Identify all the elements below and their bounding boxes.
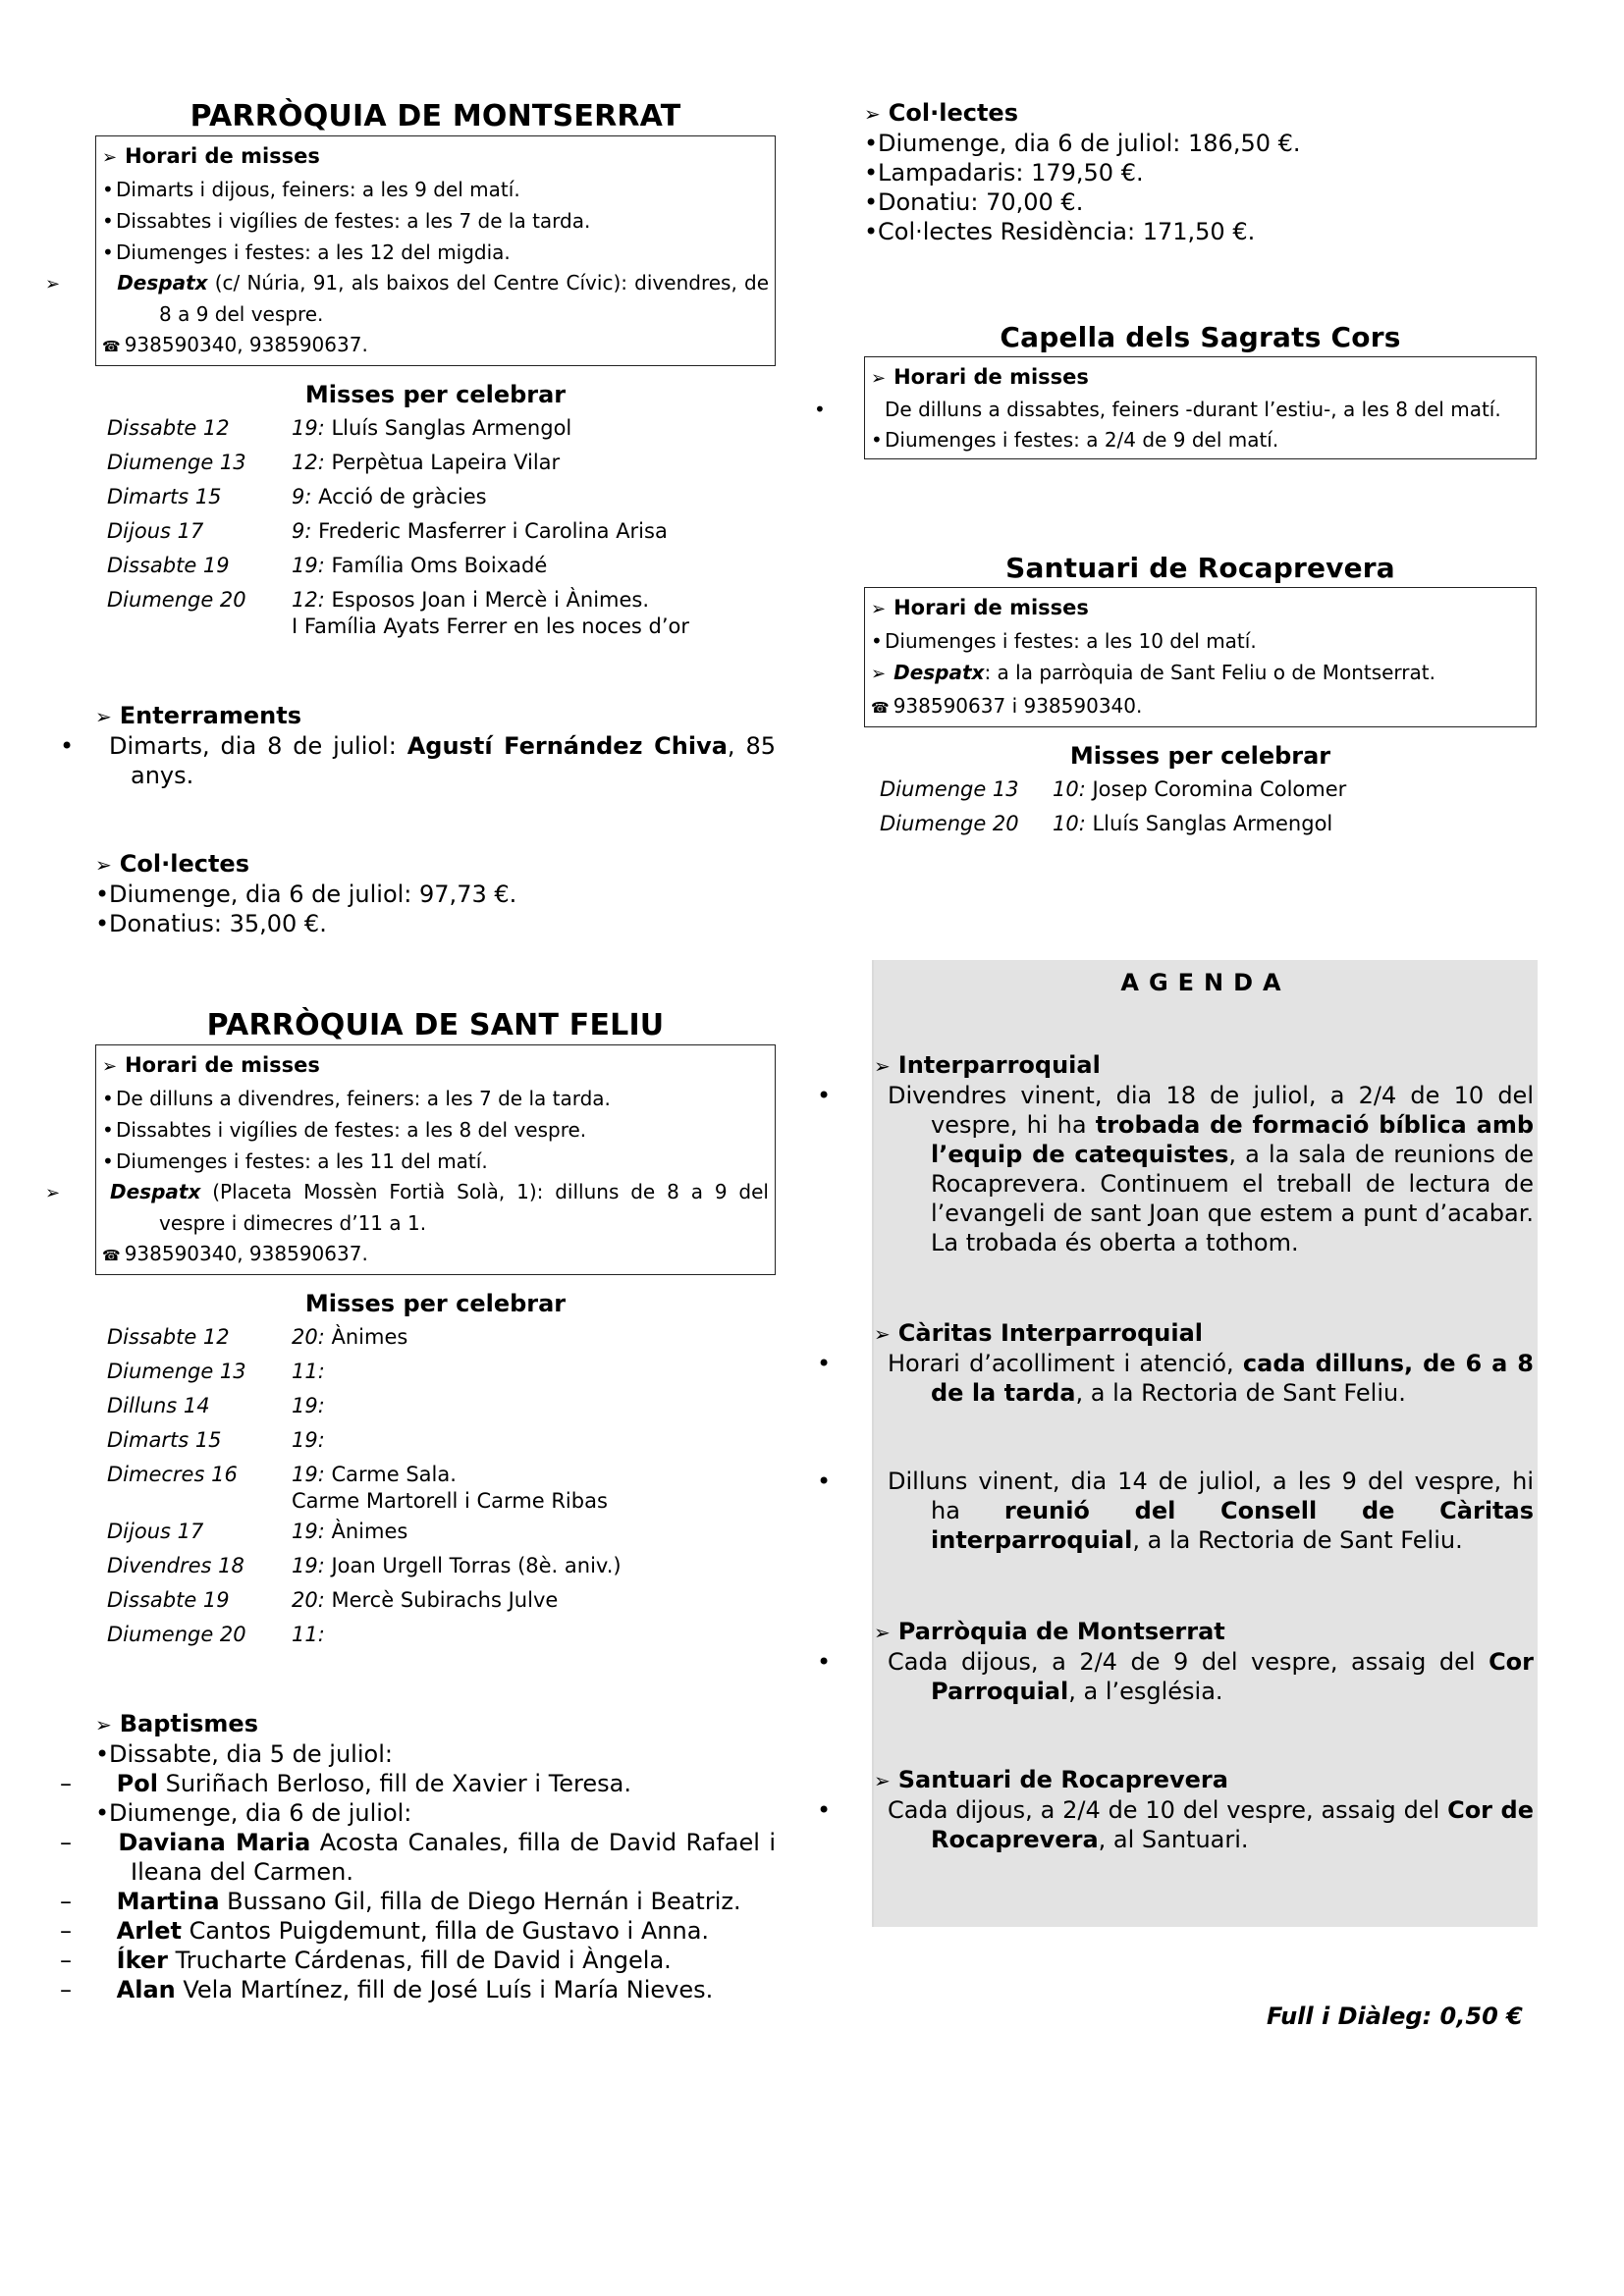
- missa-text: Lluís Sanglas Armengol: [324, 416, 572, 440]
- baptisme-item: [60, 1916, 776, 1946]
- missa-intention: [292, 1618, 776, 1652]
- collectes-heading: ➢ Col·lectes: [95, 850, 249, 878]
- missa-text: Acció de gràcies: [311, 485, 487, 508]
- missa-row: [95, 1355, 776, 1389]
- baptisme-details: Vela Martínez, fill de José Luís i María Nieves.: [175, 1976, 714, 2003]
- baptisme-day: •Dissabte, dia 5 de juliol:: [95, 1740, 393, 1768]
- missa-text: Ànimes: [324, 1520, 408, 1543]
- bullet-icon: •: [95, 1740, 110, 1768]
- missa-hour: 19:: [292, 1428, 325, 1452]
- collecta-item: •Diumenge, dia 6 de juliol: 186,50 €.: [864, 130, 1301, 157]
- missa-row: [95, 1618, 776, 1652]
- arrow-icon: ➢: [102, 147, 118, 168]
- missa-row: [95, 480, 776, 514]
- interparroquial-heading: ➢ Interparroquial: [874, 1051, 1101, 1079]
- missa-intention: [1053, 807, 1537, 841]
- capella-title: Capella dels Sagrats Cors: [1000, 321, 1401, 353]
- collectes-heading: ➢ Col·lectes: [864, 99, 1018, 127]
- arrow-icon: ➢: [874, 1769, 891, 1792]
- horari-item: • Dissabtes i vigílies de festes: a les 8 del vespre.: [102, 1114, 769, 1146]
- despatx-line: ➢ Despatx: a la parròquia de Sant Feliu o de Montserrat.: [871, 657, 1530, 690]
- missa-intention: [292, 1320, 776, 1355]
- right-column: [814, 98, 1537, 841]
- missa-hour: 12:: [292, 588, 325, 612]
- missa-intention: [292, 446, 776, 480]
- baptisme-name: Alan: [116, 1976, 176, 2003]
- horari-item: • Dimarts i dijous, feiners: a les 9 del matí.: [102, 174, 769, 205]
- baptisme-item: [60, 1887, 776, 1916]
- missa-row: [95, 1549, 776, 1583]
- agenda-item: • Cada dijous, a 2/4 de 10 del vespre, assaig del Cor de Rocaprevera, al Santuari.: [817, 1796, 1535, 1853]
- bullet-icon: •: [817, 1796, 832, 1824]
- missa-row: [95, 549, 776, 583]
- missa-day: Dijous 17: [107, 519, 204, 543]
- missa-intention: [292, 480, 776, 514]
- bullet-icon: •: [817, 1468, 832, 1495]
- santfeliu-title: PARRÒQUIA DE SANT FELIU: [206, 1008, 665, 1042]
- arrow-icon: ➢: [871, 599, 887, 619]
- bullet-icon: •: [864, 218, 879, 245]
- baptisme-item: [60, 1828, 777, 1887]
- bullet-icon: •: [102, 178, 114, 201]
- rocaprevera-misses-list: [864, 773, 1537, 841]
- missa-row: [95, 1458, 776, 1515]
- baptisme-name: Martina: [116, 1888, 220, 1915]
- missa-day: Divendres 18: [107, 1554, 244, 1577]
- enterraments-heading: ➢ Enterraments: [95, 702, 301, 729]
- missa-day: Dilluns 14: [107, 1394, 210, 1417]
- missa-day: Dimecres 16: [107, 1463, 238, 1486]
- missa-hour: 10:: [1053, 812, 1086, 835]
- missa-hour: 9:: [292, 519, 312, 543]
- bullet-icon: •: [102, 1149, 114, 1173]
- agenda-title: AGENDA: [1120, 969, 1291, 996]
- missa-hour: 19:: [292, 416, 325, 440]
- baptisme-details: Trucharte Cárdenas, fill de David i Àngela.: [168, 1947, 672, 1974]
- baptisme-details: Bussano Gil, filla de Diego Hernán i Beatriz.: [219, 1888, 741, 1915]
- dash-icon: –: [60, 1917, 72, 1945]
- baptisme-name: Arlet: [116, 1917, 183, 1945]
- missa-text: Família Oms Boixadé: [324, 554, 548, 577]
- missa-hour: 20:: [292, 1588, 325, 1612]
- missa-intention: [292, 1583, 776, 1618]
- despatx-line: ➢ Despatx (Placeta Mossèn Fortià Solà, 1): dilluns de 8 a 9 del vespre i dimecres d’11 a 1.: [45, 1180, 769, 1235]
- bullet-icon: •: [95, 881, 110, 908]
- baptismes-heading: ➢ Baptismes: [95, 1710, 258, 1737]
- agenda-interparroquial: [817, 1050, 1535, 1257]
- arrow-icon: ➢: [874, 1054, 891, 1078]
- bullet-icon: •: [95, 910, 110, 937]
- missa-intention: [292, 411, 776, 446]
- missa-hour: 19:: [292, 1520, 325, 1543]
- phone-icon: ☎: [871, 699, 890, 717]
- missa-text: Perpètua Lapeira Vilar: [324, 451, 561, 474]
- bullet-icon: •: [102, 1118, 114, 1142]
- missa-text-continued: Carme Martorell i Carme Ribas: [292, 1489, 608, 1513]
- missa-day: Dijous 17: [107, 1520, 204, 1543]
- baptisme-name: Íker: [116, 1947, 168, 1974]
- bullet-icon: •: [60, 732, 75, 760]
- missa-intention: [292, 583, 776, 640]
- missa-hour: 11:: [292, 1360, 325, 1383]
- santfeliu-misses-heading: Misses per celebrar: [304, 1290, 567, 1317]
- missa-hour: 9:: [292, 485, 312, 508]
- agenda-rocaprevera-heading: ➢ Santuari de Rocaprevera: [874, 1766, 1228, 1793]
- enterraments-section: [60, 701, 776, 790]
- missa-intention: [292, 1549, 776, 1583]
- price-footer: Full i Diàleg: 0,50 €: [1267, 2002, 1523, 2030]
- montserrat-misses-heading: Misses per celebrar: [304, 381, 567, 408]
- bullet-icon: •: [814, 398, 826, 421]
- missa-day: Dissabte 12: [107, 1325, 230, 1349]
- bullet-icon: •: [102, 240, 114, 264]
- missa-row: [95, 411, 776, 446]
- missa-intention: [292, 514, 776, 549]
- collecta-item: •Donatiu: 70,00 €.: [864, 188, 1084, 216]
- missa-intention: [292, 1389, 776, 1423]
- missa-row: [864, 807, 1537, 841]
- missa-intention: [292, 1515, 776, 1549]
- rocaprevera-horari-heading: ➢ Horari de misses: [871, 592, 1530, 625]
- bullet-icon: •: [864, 159, 879, 187]
- baptisme-day: •Diumenge, dia 6 de juliol:: [95, 1799, 412, 1827]
- missa-hour: 12:: [292, 451, 325, 474]
- despatx-line: ➢ Despatx (c/ Núria, 91, als baixos del Centre Cívic): divendres, de 8 a 9 del vespre.: [45, 271, 770, 326]
- caritas-heading: ➢ Càritas Interparroquial: [874, 1319, 1203, 1347]
- missa-row: [864, 773, 1537, 807]
- arrow-icon: ➢: [871, 368, 887, 389]
- santfeliu-misses-list: [95, 1320, 776, 1652]
- missa-intention: [292, 549, 776, 583]
- dash-icon: –: [60, 1888, 72, 1915]
- agenda-item: • Horari d’acolliment i atenció, cada dilluns, de 6 a 8 de la tarda, a la Rectoria de Sant Feliu.: [817, 1350, 1534, 1407]
- bullet-icon: •: [864, 130, 879, 157]
- missa-text: Mercè Subirachs Julve: [324, 1588, 559, 1612]
- bullet-icon: •: [817, 1082, 832, 1109]
- arrow-icon: ➢: [102, 1056, 118, 1077]
- collecta-item: •Col·lectes Residència: 171,50 €.: [864, 218, 1256, 245]
- missa-hour: 10:: [1053, 777, 1086, 801]
- baptisme-details: Acosta Canales, filla de David Rafael i Ileana del Carmen.: [131, 1829, 777, 1886]
- missa-day: Diumenge 13: [107, 451, 246, 474]
- missa-day: Dimarts 15: [107, 1428, 222, 1452]
- missa-row: [95, 446, 776, 480]
- horari-item: • Diumenges i festes: a 2/4 de 9 del matí.: [871, 424, 1530, 455]
- missa-day: Dissabte 19: [107, 554, 230, 577]
- missa-day: Dissabte 12: [107, 416, 230, 440]
- arrow-icon: ➢: [864, 102, 881, 126]
- bullet-icon: •: [817, 1648, 832, 1676]
- baptisme-name: Pol: [116, 1770, 158, 1797]
- missa-text-continued: I Família Ayats Ferrer en les noces d’or: [292, 614, 689, 638]
- bullet-icon: •: [864, 188, 879, 216]
- agenda-panel: [817, 960, 1538, 1927]
- missa-row: [95, 1515, 776, 1549]
- enterrament-item: • Dimarts, dia 8 de juliol: Agustí Fernández Chiva, 85 anys.: [60, 732, 776, 789]
- baptisme-name: Daviana Maria: [118, 1829, 311, 1856]
- rocaprevera-title: Santuari de Rocaprevera: [1005, 552, 1395, 584]
- capella-horari-box: [814, 356, 1537, 459]
- missa-text: Carme Sala.: [324, 1463, 457, 1486]
- baptisme-details: Cantos Puigdemunt, filla de Gustavo i Anna.: [182, 1917, 710, 1945]
- montserrat-title: PARRÒQUIA DE MONTSERRAT: [189, 99, 681, 133]
- left-column: [45, 98, 777, 2004]
- dash-icon: –: [60, 1976, 72, 2003]
- missa-row: [95, 514, 776, 549]
- montserrat-collectes-section: [95, 849, 776, 938]
- missa-row: [95, 583, 776, 640]
- collecta-item: •Lampadaris: 179,50 €.: [864, 159, 1144, 187]
- missa-row: [95, 1320, 776, 1355]
- missa-text: Frederic Masferrer i Carolina Arisa: [311, 519, 668, 543]
- missa-text: Josep Coromina Colomer: [1085, 777, 1347, 801]
- arrow-icon: ➢: [874, 1621, 891, 1644]
- missa-text: Joan Urgell Torras (8è. aniv.): [324, 1554, 622, 1577]
- missa-row: [95, 1389, 776, 1423]
- missa-hour: 19:: [292, 1394, 325, 1417]
- missa-day: Dimarts 15: [107, 485, 222, 508]
- bullet-icon: •: [102, 1087, 114, 1110]
- horari-item: • Dissabtes i vigílies de festes: a les 7 de la tarda.: [102, 205, 769, 237]
- missa-day: Dissabte 19: [107, 1588, 230, 1612]
- missa-day: Diumenge 20: [880, 812, 1019, 835]
- arrow-icon: ➢: [871, 664, 887, 684]
- dash-icon: –: [60, 1829, 72, 1856]
- horari-item: • Diumenges i festes: a les 11 del matí.: [102, 1146, 769, 1177]
- right-collectes-section: [864, 98, 1537, 246]
- missa-hour: 19:: [292, 554, 325, 577]
- baptisme-day2-list: [60, 1828, 777, 2004]
- missa-intention: [292, 1423, 776, 1458]
- missa-intention: [292, 1355, 776, 1389]
- arrow-icon: ➢: [95, 705, 112, 728]
- dash-icon: –: [60, 1947, 72, 1974]
- missa-row: [95, 1583, 776, 1618]
- missa-day: Diumenge 13: [107, 1360, 246, 1383]
- bullet-icon: •: [102, 209, 114, 233]
- horari-item: • Diumenges i festes: a les 12 del migdia.: [102, 237, 769, 268]
- bullet-icon: •: [817, 1350, 832, 1377]
- missa-day: Diumenge 20: [107, 588, 246, 612]
- missa-intention: [1053, 773, 1537, 807]
- missa-intention: [292, 1458, 776, 1515]
- arrow-icon: ➢: [874, 1322, 891, 1346]
- agenda-item: • Cada dijous, a 2/4 de 9 del vespre, assaig del Cor Parroquial, a l’església.: [817, 1648, 1534, 1705]
- phone-line: ☎ 938590340, 938590637.: [102, 1242, 368, 1265]
- santfeliu-horari-box: [45, 1044, 776, 1275]
- missa-hour: 19:: [292, 1554, 325, 1577]
- montserrat-horari-heading: ➢ Horari de misses: [102, 140, 769, 174]
- arrow-icon: ➢: [95, 853, 112, 877]
- montserrat-horari-box: [45, 135, 776, 366]
- collecta-item: •Diumenge, dia 6 de juliol: 97,73 €.: [95, 881, 517, 908]
- baptisme-item: [60, 1769, 776, 1798]
- horari-item: • De dilluns a divendres, feiners: a les 7 de la tarda.: [102, 1083, 769, 1114]
- baptisme-item: [60, 1975, 776, 2004]
- montserrat-misses-list: [95, 411, 776, 640]
- phone-line: ☎ 938590637 i 938590340.: [871, 694, 1143, 718]
- missa-text: Esposos Joan i Mercè i Ànimes.: [324, 588, 650, 612]
- missa-day: Diumenge 20: [107, 1623, 246, 1646]
- collecta-item: •Donatius: 35,00 €.: [95, 910, 327, 937]
- agenda-montserrat: [817, 1617, 1534, 1706]
- missa-hour: 20:: [292, 1325, 325, 1349]
- agenda-montserrat-heading: ➢ Parròquia de Montserrat: [874, 1618, 1225, 1645]
- missa-text: Ànimes: [324, 1325, 408, 1349]
- rocaprevera-horari-box: [864, 587, 1537, 727]
- phone-line: ☎ 938590340, 938590637.: [102, 333, 368, 356]
- agenda-item: • Divendres vinent, dia 18 de juliol, a 2/4 de 10 del vespre, hi ha trobada de formació bíblica amb l’equip de catequistes, a la sala de reunions de Rocaprevera. Continuem el treball de lectura de l’evangeli de sant Joan que estem a punt d’acabar. La trobada és oberta a tothom.: [817, 1082, 1535, 1256]
- phone-icon: ☎: [102, 1247, 121, 1264]
- horari-item: • Diumenges i festes: a les 10 del matí.: [871, 625, 1530, 657]
- missa-day: Diumenge 13: [880, 777, 1019, 801]
- missa-row: [95, 1423, 776, 1458]
- agenda-rocaprevera: [817, 1765, 1535, 1854]
- agenda-item: • Dilluns vinent, dia 14 de juliol, a les 9 del vespre, hi ha reunió del Consell de Càritas interparroquial, a la Rectoria de Sant Feliu.: [817, 1468, 1534, 1554]
- missa-hour: 11:: [292, 1623, 325, 1646]
- rocaprevera-misses-heading: Misses per celebrar: [1069, 742, 1331, 770]
- baptisme-day1-list: [60, 1769, 776, 1798]
- missa-text: Lluís Sanglas Armengol: [1085, 812, 1333, 835]
- missa-hour: 19:: [292, 1463, 325, 1486]
- bullet-icon: •: [95, 1799, 110, 1827]
- arrow-icon: ➢: [95, 1713, 112, 1736]
- baptisme-details: Suriñach Berloso, fill de Xavier i Teresa.: [157, 1770, 631, 1797]
- baptismes-section: [60, 1709, 777, 2004]
- capella-horari-heading: ➢ Horari de misses: [871, 361, 1530, 395]
- agenda-caritas: [817, 1318, 1534, 1555]
- horari-item: • De dilluns a dissabtes, feiners -durant l’estiu-, a les 8 del matí.: [871, 395, 1530, 424]
- santfeliu-horari-heading: ➢ Horari de misses: [102, 1049, 769, 1083]
- baptisme-item: [60, 1946, 776, 1975]
- dash-icon: –: [60, 1770, 72, 1797]
- phone-icon: ☎: [102, 338, 121, 355]
- bullet-icon: •: [871, 629, 883, 653]
- bullet-icon: •: [871, 428, 883, 452]
